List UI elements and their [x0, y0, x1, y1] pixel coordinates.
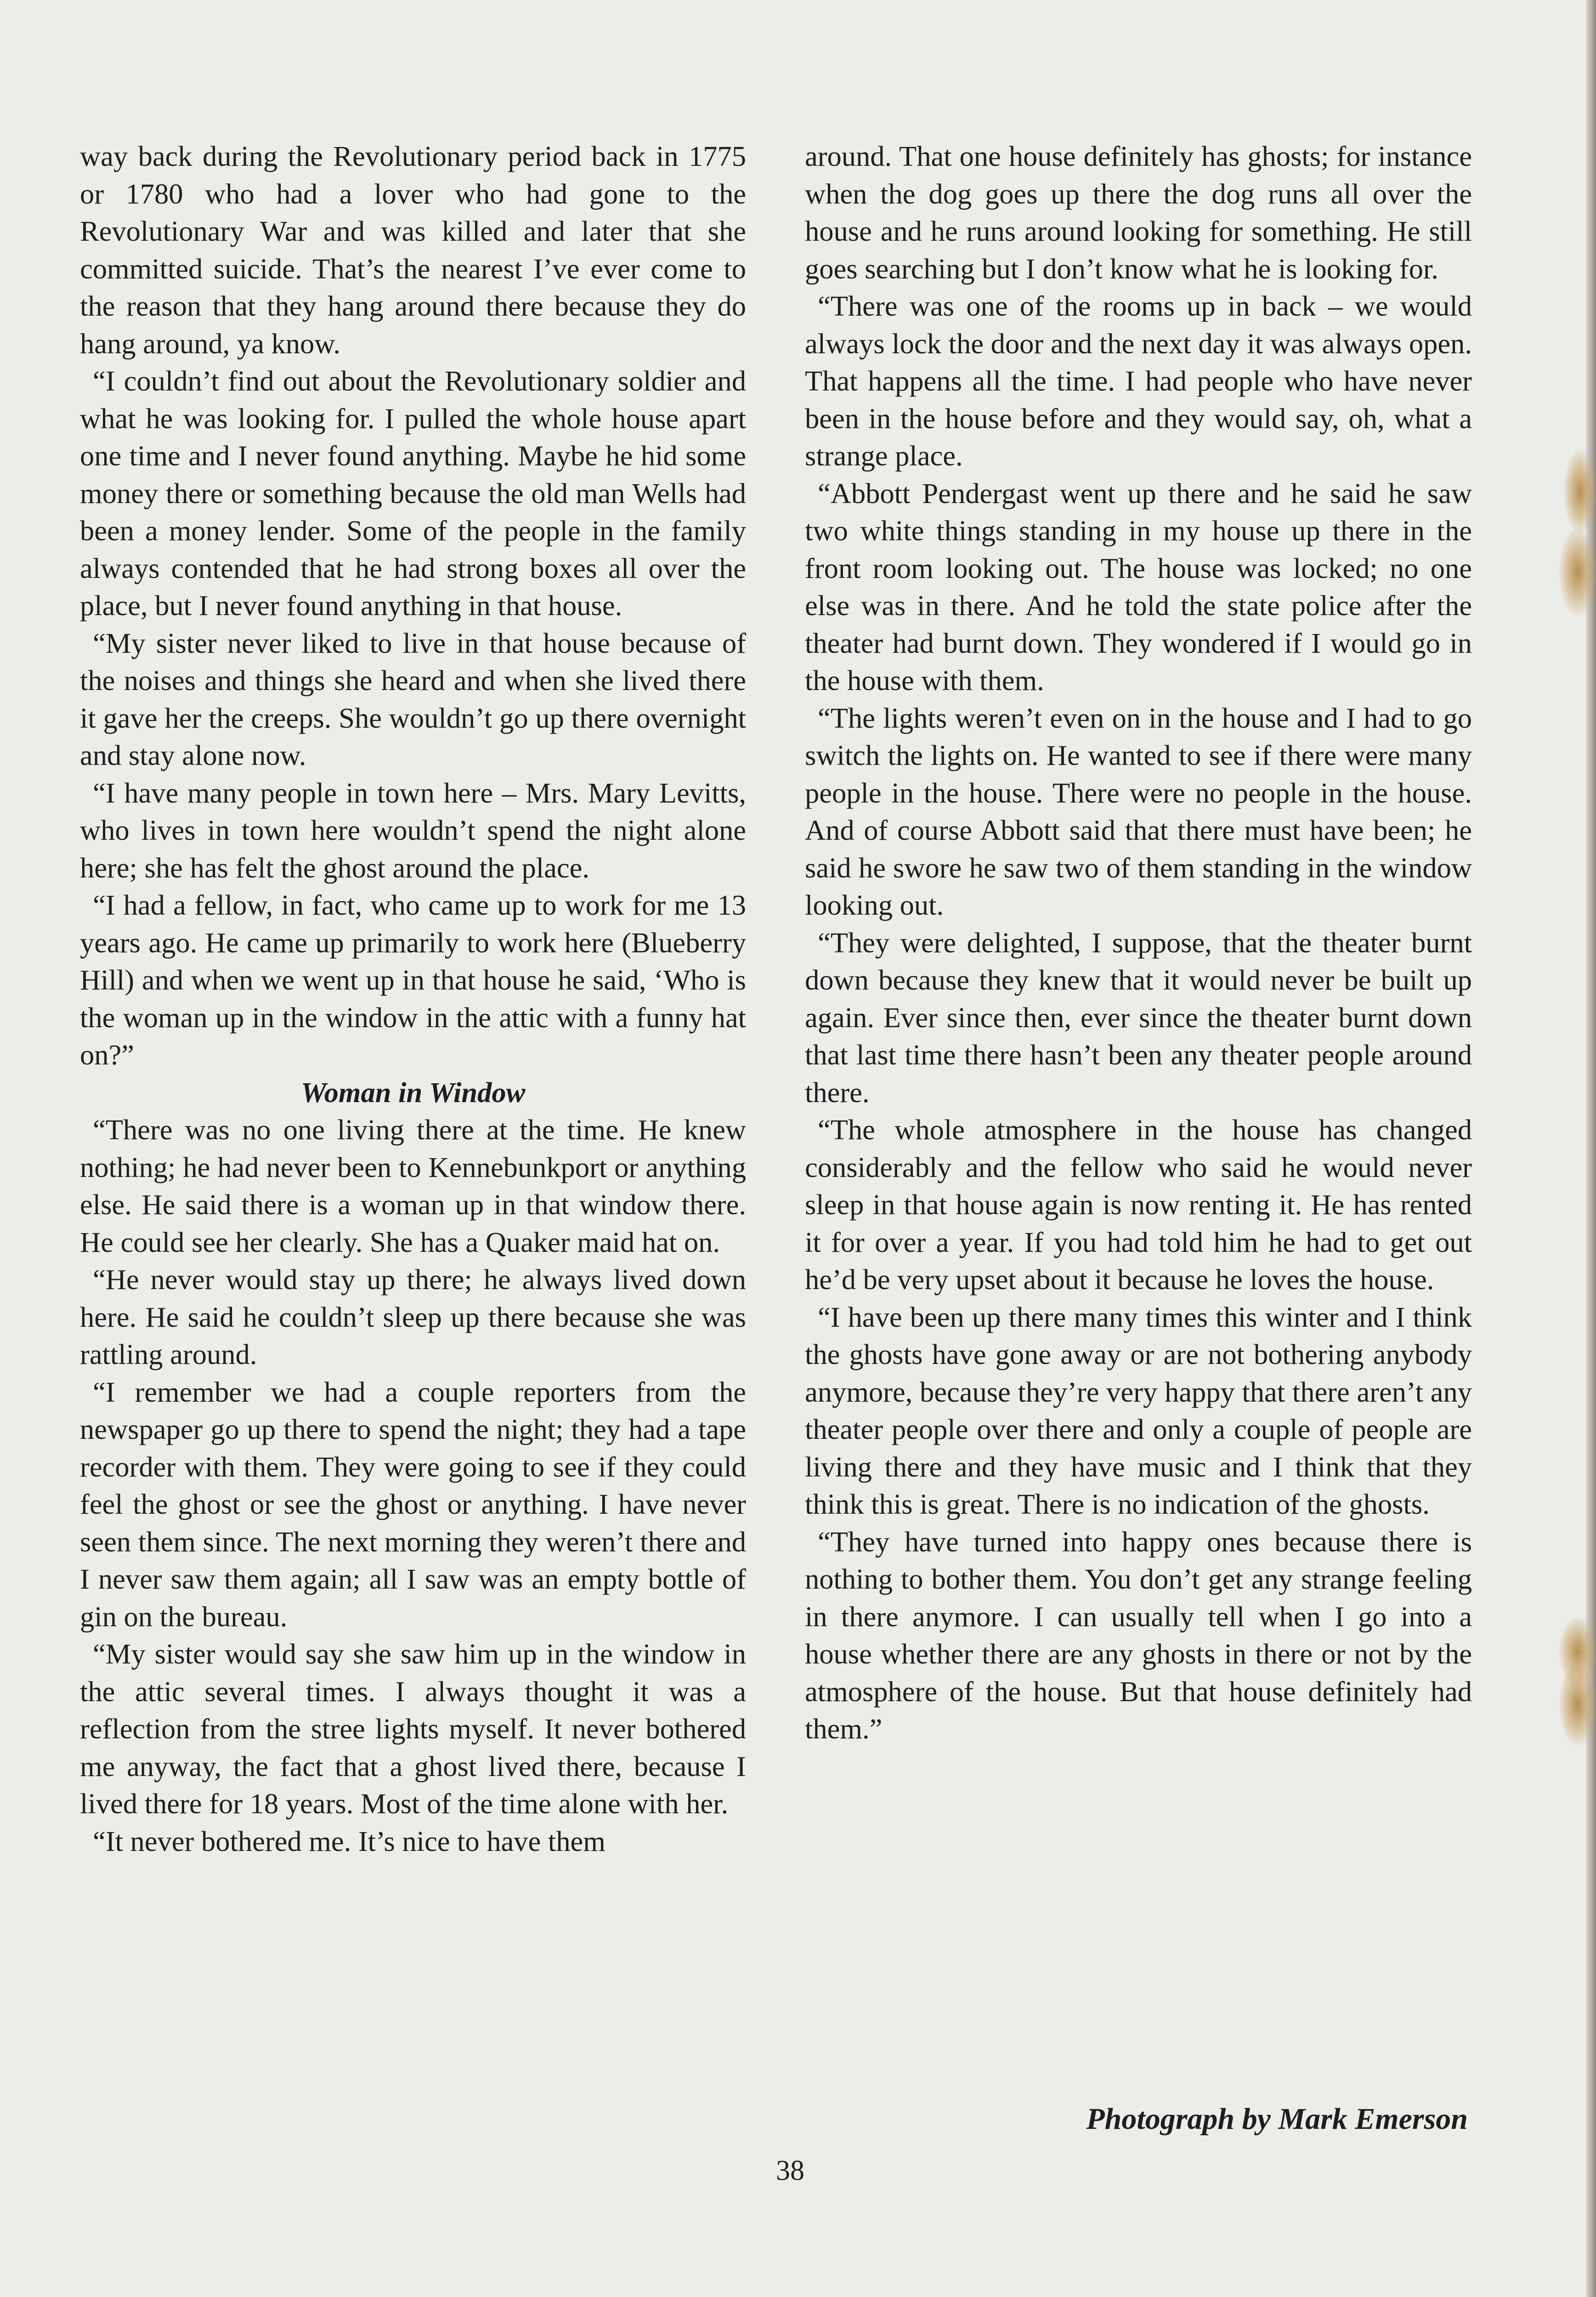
paragraph: “There was no one living there at the time. He knew nothing; he had never been to Kennebunkport or anything else. He said there is a woman up in that window there. He could see her clearly. She has a Quaker maid hat on. [80, 1114, 746, 1258]
foxing-stain [1559, 1663, 1596, 1746]
paragraph: “My sister would say she saw him up in the window in the attic several times. I always thought it was a reflection from the stree lights myself. It never bothered me anyway, the fact that a ghost lived there, because I lived there for 18 years. Most of the time alone with her. [80, 1638, 746, 1820]
paragraph: “I had a fellow, in fact, who came up to work for me 13 years ago. He came up primarily to work here (Blueberry Hill) and when we went up in that house he said, ‘Who is the woman up in the window in the attic with a funny hat on?” [80, 889, 746, 1071]
subheading: Woman in Window [300, 1076, 526, 1109]
paragraph: “They have turned into happy ones because there is nothing to bother them. You don’t get any strange feeling in there anymore. I can usually tell when I go into a house whether there are any ghosts in there or not by the atmosphere of the house. But that house definitely had them.” [805, 1525, 1472, 1745]
paragraph: “The lights weren’t even on in the house and I had to go switch the lights on. He wanted to see if there were many people in the house. There were no people in the house. And of course Abbott said that there must have been; he said he swore he saw two of them standing in the window looking out. [805, 702, 1472, 921]
page-number: 38 [776, 2155, 804, 2186]
left-column [80, 138, 746, 1860]
paragraph: around. That one house definitely has ghosts; for instance when the dog goes up there the dog runs all over the house and he runs around looking for something. He still goes searching but I don’t know what he is looking for. [805, 140, 1472, 285]
foxing-stain [1564, 450, 1596, 533]
paragraph: “I have many people in town here – Mrs. Mary Levitts, who lives in town here wouldn’t spend the night alone here; she has felt the ghost around the place. [80, 776, 746, 884]
paragraph: “My sister never liked to live in that house because of the noises and things she heard and when she lived there it gave her the creeps. She wouldn’t go up there overnight and stay alone now. [80, 627, 746, 771]
paragraph: “I have been up there many times this winter and I think the ghosts have gone away or are not bothering anybody anymore, because they’re very happy that there aren’t any theater people over there and only a couple of people are living there and they have music and I think that they think this is great. There is no indication of the ghosts. [805, 1301, 1472, 1520]
foxing-stain [1559, 528, 1596, 616]
paragraph: “I remember we had a couple reporters from the newspaper go up there to spend the night; they had a tape recorder with them. They were going to see if they could feel the ghost or see the ghost or anything. I have never seen them since. The next morning they weren’t there and I never saw them again; all I saw was an empty bottle of gin on the bureau. [80, 1375, 746, 1633]
paragraph: “He never would stay up there; he always lived down here. He said he couldn’t sleep up there because she was rattling around. [80, 1263, 746, 1370]
right-column [805, 138, 1472, 1748]
paragraph: “The whole atmosphere in the house has changed considerably and the fellow who said he would never sleep in that house again is now renting it. He has rented it for over a year. If you had told him he had to get out he’d be very upset about it because he loves the house. [805, 1114, 1472, 1296]
paragraph: “They were delighted, I suppose, that the theater burnt down because they knew that it would never be built up again. Ever since then, ever since the theater burnt down that last time there hasn’t been any theater people around there. [805, 926, 1472, 1109]
paragraph: “I couldn’t find out about the Revolutionary soldier and what he was looking for. I pulled the whole house apart one time and I never found anything. Maybe he hid some money there or something because the old man Wells had been a money lender. Some of the people in the family always contended that he had strong boxes all over the place, but I never found anything in that house. [80, 365, 746, 622]
photo-credit: Photograph by Mark Emerson [1086, 2102, 1468, 2136]
page-edge [1586, 0, 1596, 2297]
paragraph: way back during the Revolutionary period back in 1775 or 1780 who had a lover who had gone to the Revolutionary War and was killed and later that she committed suicide. That’s the nearest I’ve ever come to the reason that they hang around there because they do hang around, ya know. [80, 140, 746, 360]
paragraph: “Abbott Pendergast went up there and he said he saw two white things standing in my house up there in the front room looking out. The house was locked; no one else was in there. And he told the state police after the theater had burnt down. They wondered if I would go in the house with them. [805, 477, 1472, 696]
paragraph: “It never bothered me. It’s nice to have them [93, 1825, 606, 1857]
paragraph: “There was one of the rooms up in back – we would always lock the door and the next day it was always open. That happens all the time. I had people who have never been in the house before and they would say, oh, what a strange place. [805, 290, 1472, 472]
